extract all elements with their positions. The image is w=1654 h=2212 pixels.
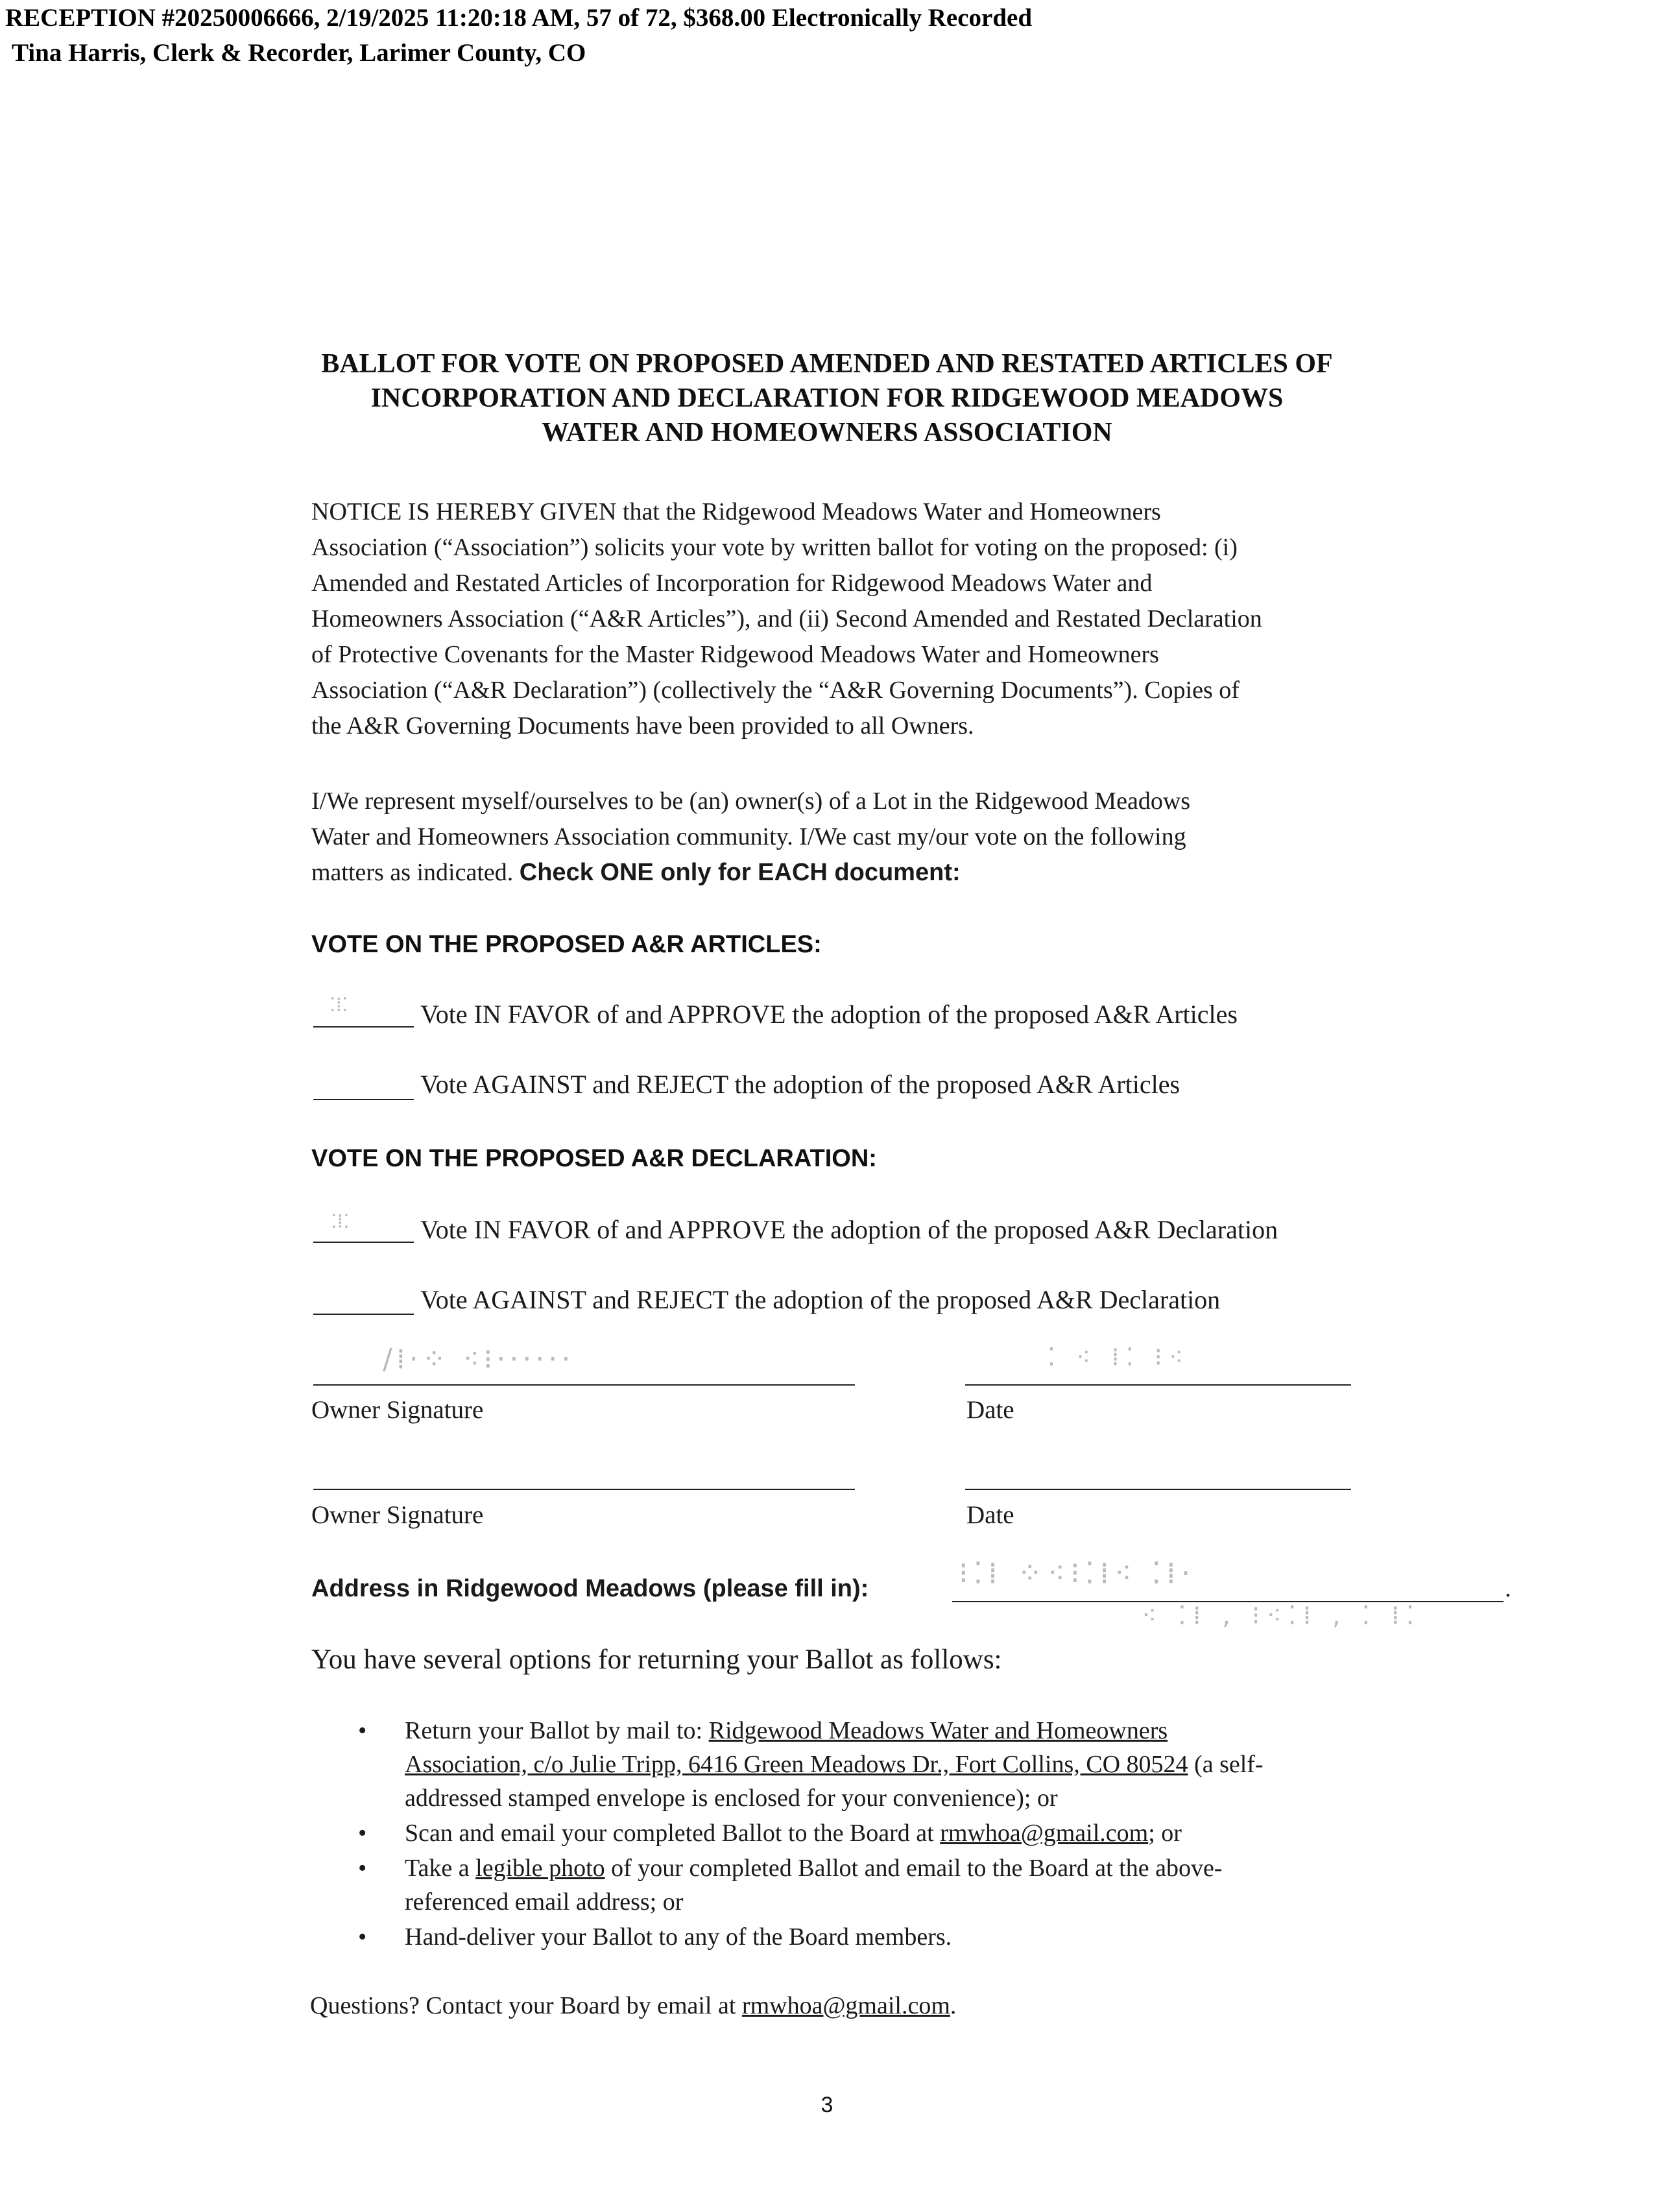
- handwritten-address-mark: ⁝⁚⁞ ⁘⁖⁝⁚⁞⁖ ⁚⁞·: [959, 1556, 1196, 1591]
- declaration-favor-option: Vote IN FAVOR of and APPROVE the adoption of the proposed A&R Declaration: [420, 1215, 1278, 1244]
- declaration-heading: VOTE ON THE PROPOSED A&R DECLARATION:: [311, 1145, 877, 1172]
- owner-signature-mark: ∕⁞·⁘ ⁖⁝······: [383, 1343, 575, 1376]
- bullet-glyph: •: [358, 1820, 367, 1847]
- photo-prefix: Take a: [405, 1855, 470, 1882]
- notice-line: Homeowners Association (“A&R Articles”), and (ii) Second Amended and Restated Declaration: [311, 605, 1262, 632]
- owner-signature-line-1[interactable]: [313, 1384, 855, 1386]
- date-line-1[interactable]: [965, 1384, 1351, 1386]
- mail-suffix-1: (a self-: [1194, 1751, 1264, 1778]
- representation-paragraph: [311, 784, 1531, 891]
- hand-deliver-text: Hand-deliver your Ballot to any of the Board members.: [405, 1923, 952, 1951]
- mail-prefix: Return your Ballot by mail to:: [405, 1717, 703, 1744]
- notice-line: Association (“Association”) solicits your vote by written ballot for voting on the proposed: (i): [311, 534, 1238, 561]
- title-line-3: WATER AND HOMEOWNERS ASSOCIATION: [542, 418, 1112, 448]
- address-label: Address in Ridgewood Meadows (please fill in):: [311, 1575, 869, 1602]
- ballot-title: [272, 347, 1382, 450]
- recording-stamp-line-1: RECEPTION #20250006666, 2/19/2025 11:20:18 AM, 57 of 72, $368.00 Electronically Recorded: [5, 4, 1033, 32]
- legible-photo-emphasis: legible photo: [475, 1855, 605, 1882]
- address-terminal-period: .: [1505, 1574, 1511, 1602]
- scan-suffix: ; or: [1148, 1820, 1182, 1847]
- bullet-glyph: •: [358, 1855, 367, 1882]
- declaration-favor-initials-mark: ⁚⁞⁚: [331, 1210, 350, 1233]
- mail-suffix-2: addressed stamped envelope is enclosed for your convenience); or: [405, 1785, 1058, 1812]
- notice-paragraph: [311, 494, 1531, 744]
- owner-signature-label-1: Owner Signature: [311, 1396, 484, 1424]
- title-line-2: INCORPORATION AND DECLARATION FOR RIDGEWOOD MEADOWS: [370, 383, 1284, 413]
- representation-plain-text: matters as indicated.: [311, 859, 514, 886]
- return-option-scan: [350, 1816, 1537, 1850]
- bullet-glyph: •: [358, 1717, 367, 1744]
- date-label-1: Date: [966, 1396, 1014, 1424]
- notice-line: the A&R Governing Documents have been provided to all Owners.: [311, 712, 974, 739]
- questions-line: [310, 1990, 956, 2021]
- questions-suffix: .: [950, 1992, 957, 2019]
- photo-suffix-2: referenced email address; or: [405, 1888, 684, 1916]
- representation-line-3: [311, 855, 1531, 891]
- declaration-against-option: Vote AGAINST and REJECT the adoption of the proposed A&R Declaration: [420, 1285, 1221, 1314]
- recording-stamp-line-2: Tina Harris, Clerk & Recorder, Larimer County, CO: [12, 39, 586, 67]
- mail-address-link-2: Association, c/o Julie Tripp, 6416 Green Meadows Dr., Fort Collins, CO 80524: [405, 1751, 1188, 1778]
- check-one-instruction: Check ONE only for EACH document:: [519, 859, 961, 886]
- articles-against-blank[interactable]: [313, 1099, 414, 1100]
- representation-line-2: Water and Homeowners Association community. I/We cast my/our vote on the following: [311, 823, 1186, 850]
- declaration-against-blank[interactable]: [313, 1314, 414, 1315]
- notice-line: Association (“A&R Declaration”) (collectively the “A&R Governing Documents”). Copies of: [311, 677, 1240, 704]
- declaration-favor-blank[interactable]: [313, 1242, 414, 1243]
- bullet-glyph: •: [358, 1923, 367, 1951]
- scan-prefix: Scan and email your completed Ballot to the Board at: [405, 1820, 934, 1847]
- notice-line: Amended and Restated Articles of Incorporation for Ridgewood Meadows Water and: [311, 570, 1153, 597]
- notice-line: NOTICE IS HEREBY GIVEN that the Ridgewood Meadows Water and Homeowners: [311, 498, 1161, 525]
- return-option-mail: [350, 1714, 1537, 1815]
- owner-signature-line-2[interactable]: [313, 1489, 855, 1490]
- articles-heading: VOTE ON THE PROPOSED A&R ARTICLES:: [311, 931, 822, 958]
- return-options-list: [350, 1714, 1537, 1955]
- return-options-intro: You have several options for returning your Ballot as follows:: [311, 1644, 1002, 1675]
- return-option-photo: [350, 1851, 1537, 1919]
- photo-suffix-1: of your completed Ballot and email to the Board at the above-: [611, 1855, 1223, 1882]
- page-number: 3: [821, 2093, 833, 2117]
- date-mark: ⁚ ⁖ ⁞⁚ ⁝⁖: [1048, 1343, 1190, 1371]
- articles-against-option: Vote AGAINST and REJECT the adoption of the proposed A&R Articles: [420, 1070, 1181, 1099]
- return-option-hand-deliver: [350, 1920, 1537, 1954]
- owner-signature-label-2: Owner Signature: [311, 1501, 484, 1529]
- mail-address-link-1: Ridgewood Meadows Water and Homeowners: [708, 1717, 1168, 1744]
- title-line-1: BALLOT FOR VOTE ON PROPOSED AMENDED AND RESTATED ARTICLES OF: [321, 349, 1333, 379]
- articles-favor-blank[interactable]: [313, 1026, 414, 1028]
- articles-favor-initials-mark: ⁚⁞⁚: [330, 994, 348, 1016]
- handwritten-address-mark-2: ⁖ ⁚⁞ , ⁝⁖⁚⁞ , ⁚ ⁞⁚: [1142, 1601, 1421, 1631]
- notice-line: of Protective Covenants for the Master Ridgewood Meadows Water and Homeowners: [311, 641, 1159, 668]
- date-label-2: Date: [966, 1501, 1014, 1529]
- questions-prefix: Questions? Contact your Board by email at: [310, 1992, 736, 2019]
- scan-email-link[interactable]: rmwhoa@gmail.com: [940, 1820, 1149, 1847]
- articles-favor-option: Vote IN FAVOR of and APPROVE the adoption of the proposed A&R Articles: [420, 1000, 1238, 1029]
- date-line-2[interactable]: [965, 1489, 1351, 1490]
- questions-email-link[interactable]: rmwhoa@gmail.com: [741, 1992, 950, 2019]
- representation-line-1: I/We represent myself/ourselves to be (an) owner(s) of a Lot in the Ridgewood Meadows: [311, 787, 1191, 815]
